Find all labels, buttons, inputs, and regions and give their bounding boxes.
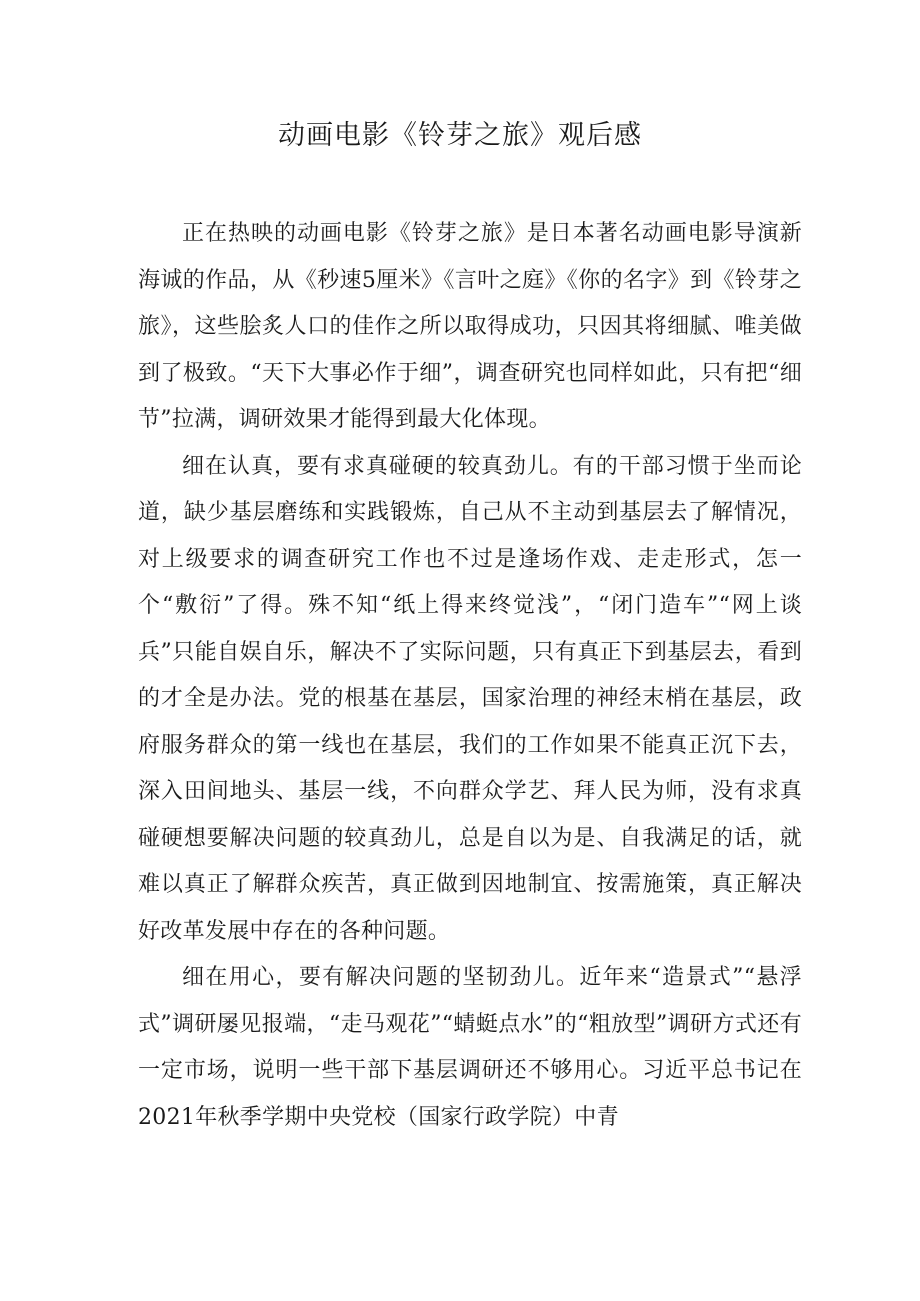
document-title: 动画电影《铃芽之旅》观后感 — [278, 120, 642, 151]
document-body — [138, 211, 802, 1141]
paragraph: 细在用心，要有解决问题的坚韧劲儿。近年来“造景式”“悬浮式”调研屡见报端，“走马观花”“蜻蜓点水”的“粗放型”调研方式还有一定市场，说明一些干部下基层调研还不够用心。习近平总书记在2021年秋季学期中央党校（国家行政学院）中青 — [138, 965, 802, 1130]
paragraph: 细在认真，要有求真碰硬的较真劲儿。有的干部习惯于坐而论道，缺少基层磨练和实践锻炼，自己从不主动到基层去了解情况，对上级要求的调查研究工作也不过是逢场作戏、走走形式，怎一个“敷衍”了得。殊不知“纸上得来终觉浅”，“闭门造车”“网上谈兵”只能自娱自乐，解决不了实际问题，只有真正下到基层去，看到的才全是办法。党的根基在基层，国家治理的神经末梢在基层，政府服务群众的第一线也在基层，我们的工作如果不能真正沉下去，深入田间地头、基层一线，不向群众学艺、拜人民为师，没有求真碰硬想要解决问题的较真劲儿，总是自以为是、自我满足的话，就难以真正了解群众疾苦，真正做到因地制宜、按需施策，真正解决好改革发展中存在的各种问题。 — [138, 453, 802, 944]
paragraph: 正在热映的动画电影《铃芽之旅》是日本著名动画电影导演新海诚的作品，从《秒速5厘米》《言叶之庭》《你的名字》到《铃芽之旅》，这些脍炙人口的佳作之所以取得成功，只因其将细腻、唯美做到了极致。“天下大事必作于细”，调查研究也同样如此，只有把“细节”拉满，调研效果才能得到最大化体现。 — [138, 221, 802, 432]
